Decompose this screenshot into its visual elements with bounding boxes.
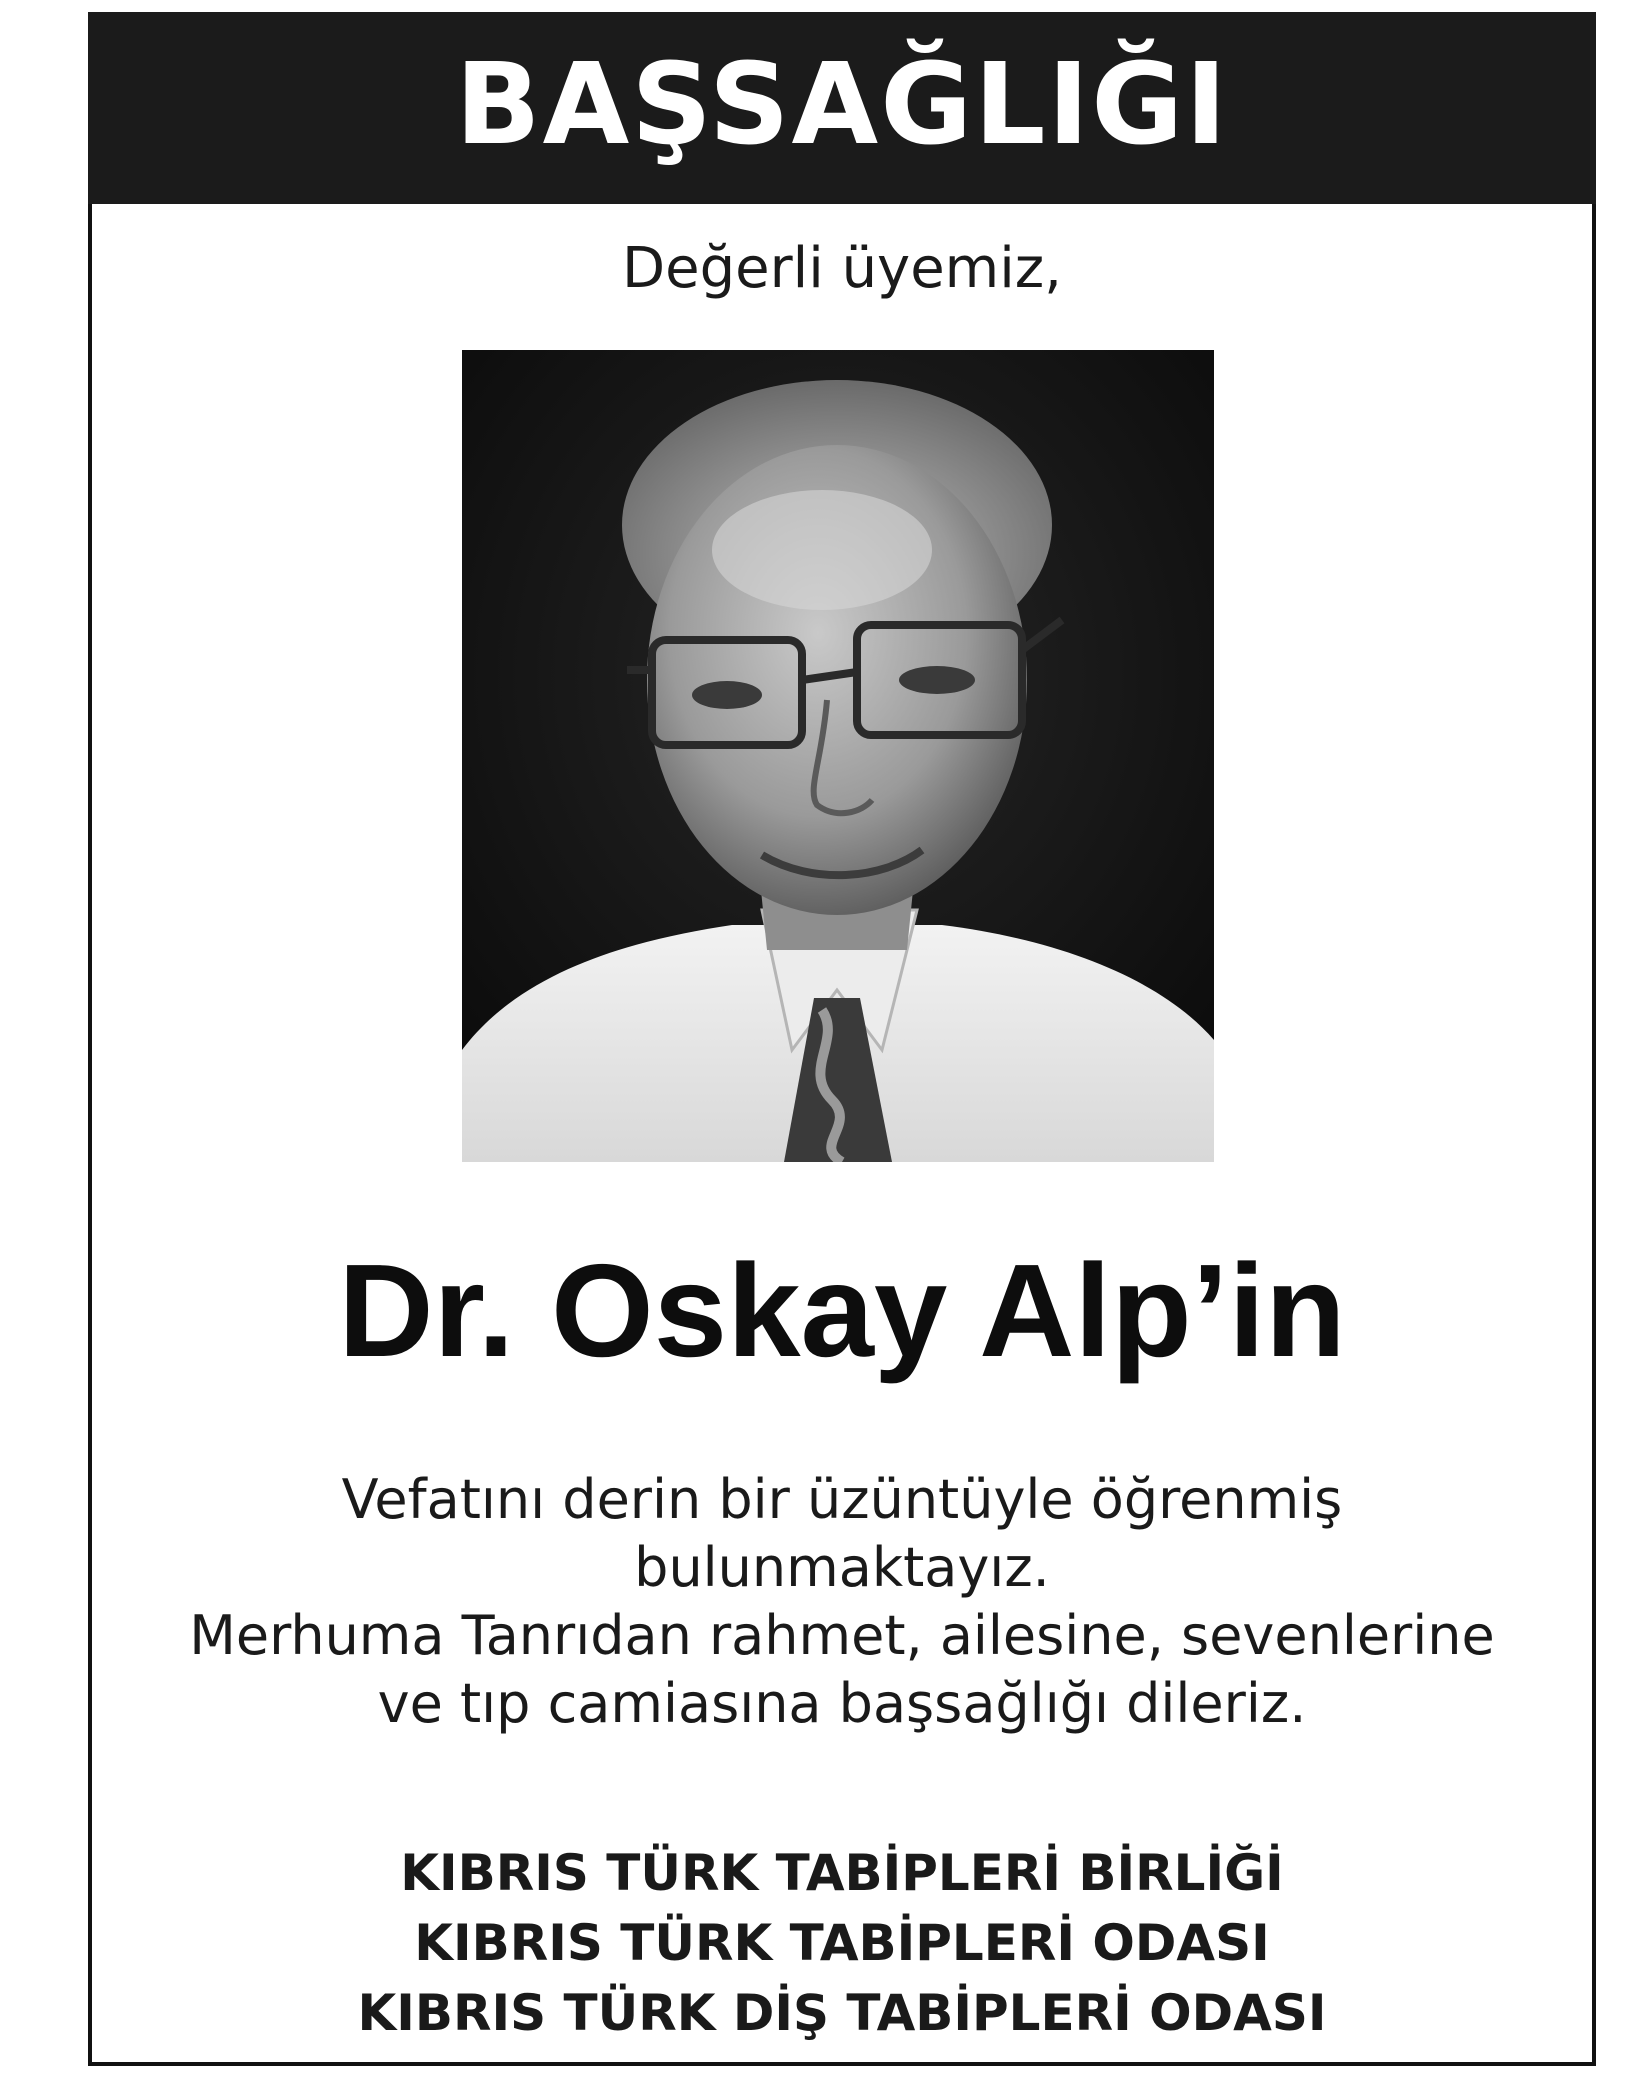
- message-line: bulunmaktayız.: [634, 1536, 1050, 1599]
- message-line: Vefatını derin bir üzüntüyle öğrenmiş: [341, 1468, 1343, 1531]
- organization-name: KIBRIS TÜRK TABİPLERİ ODASI: [414, 1914, 1270, 1972]
- header-bar: [88, 12, 1596, 204]
- organizations-signature: [88, 1838, 1596, 2048]
- condolence-message: [88, 1466, 1596, 1738]
- organization-name: KIBRIS TÜRK DİŞ TABİPLERİ ODASI: [357, 1984, 1327, 2042]
- message-line: Merhuma Tanrıdan rahmet, ailesine, sevenlerine: [189, 1604, 1495, 1667]
- header-title: BAŞSAĞLIĞI: [455, 40, 1229, 170]
- organization-name: KIBRIS TÜRK TABİPLERİ BİRLİĞİ: [400, 1844, 1284, 1902]
- deceased-name: Dr. Oskay Alp’in: [338, 1237, 1346, 1384]
- portrait-photo: [462, 350, 1214, 1162]
- intro-text: Değerli üyemiz,: [622, 236, 1062, 301]
- message-line: ve tıp camiasına başsağlığı dileriz.: [377, 1672, 1307, 1735]
- portrait-illustration: [462, 350, 1214, 1162]
